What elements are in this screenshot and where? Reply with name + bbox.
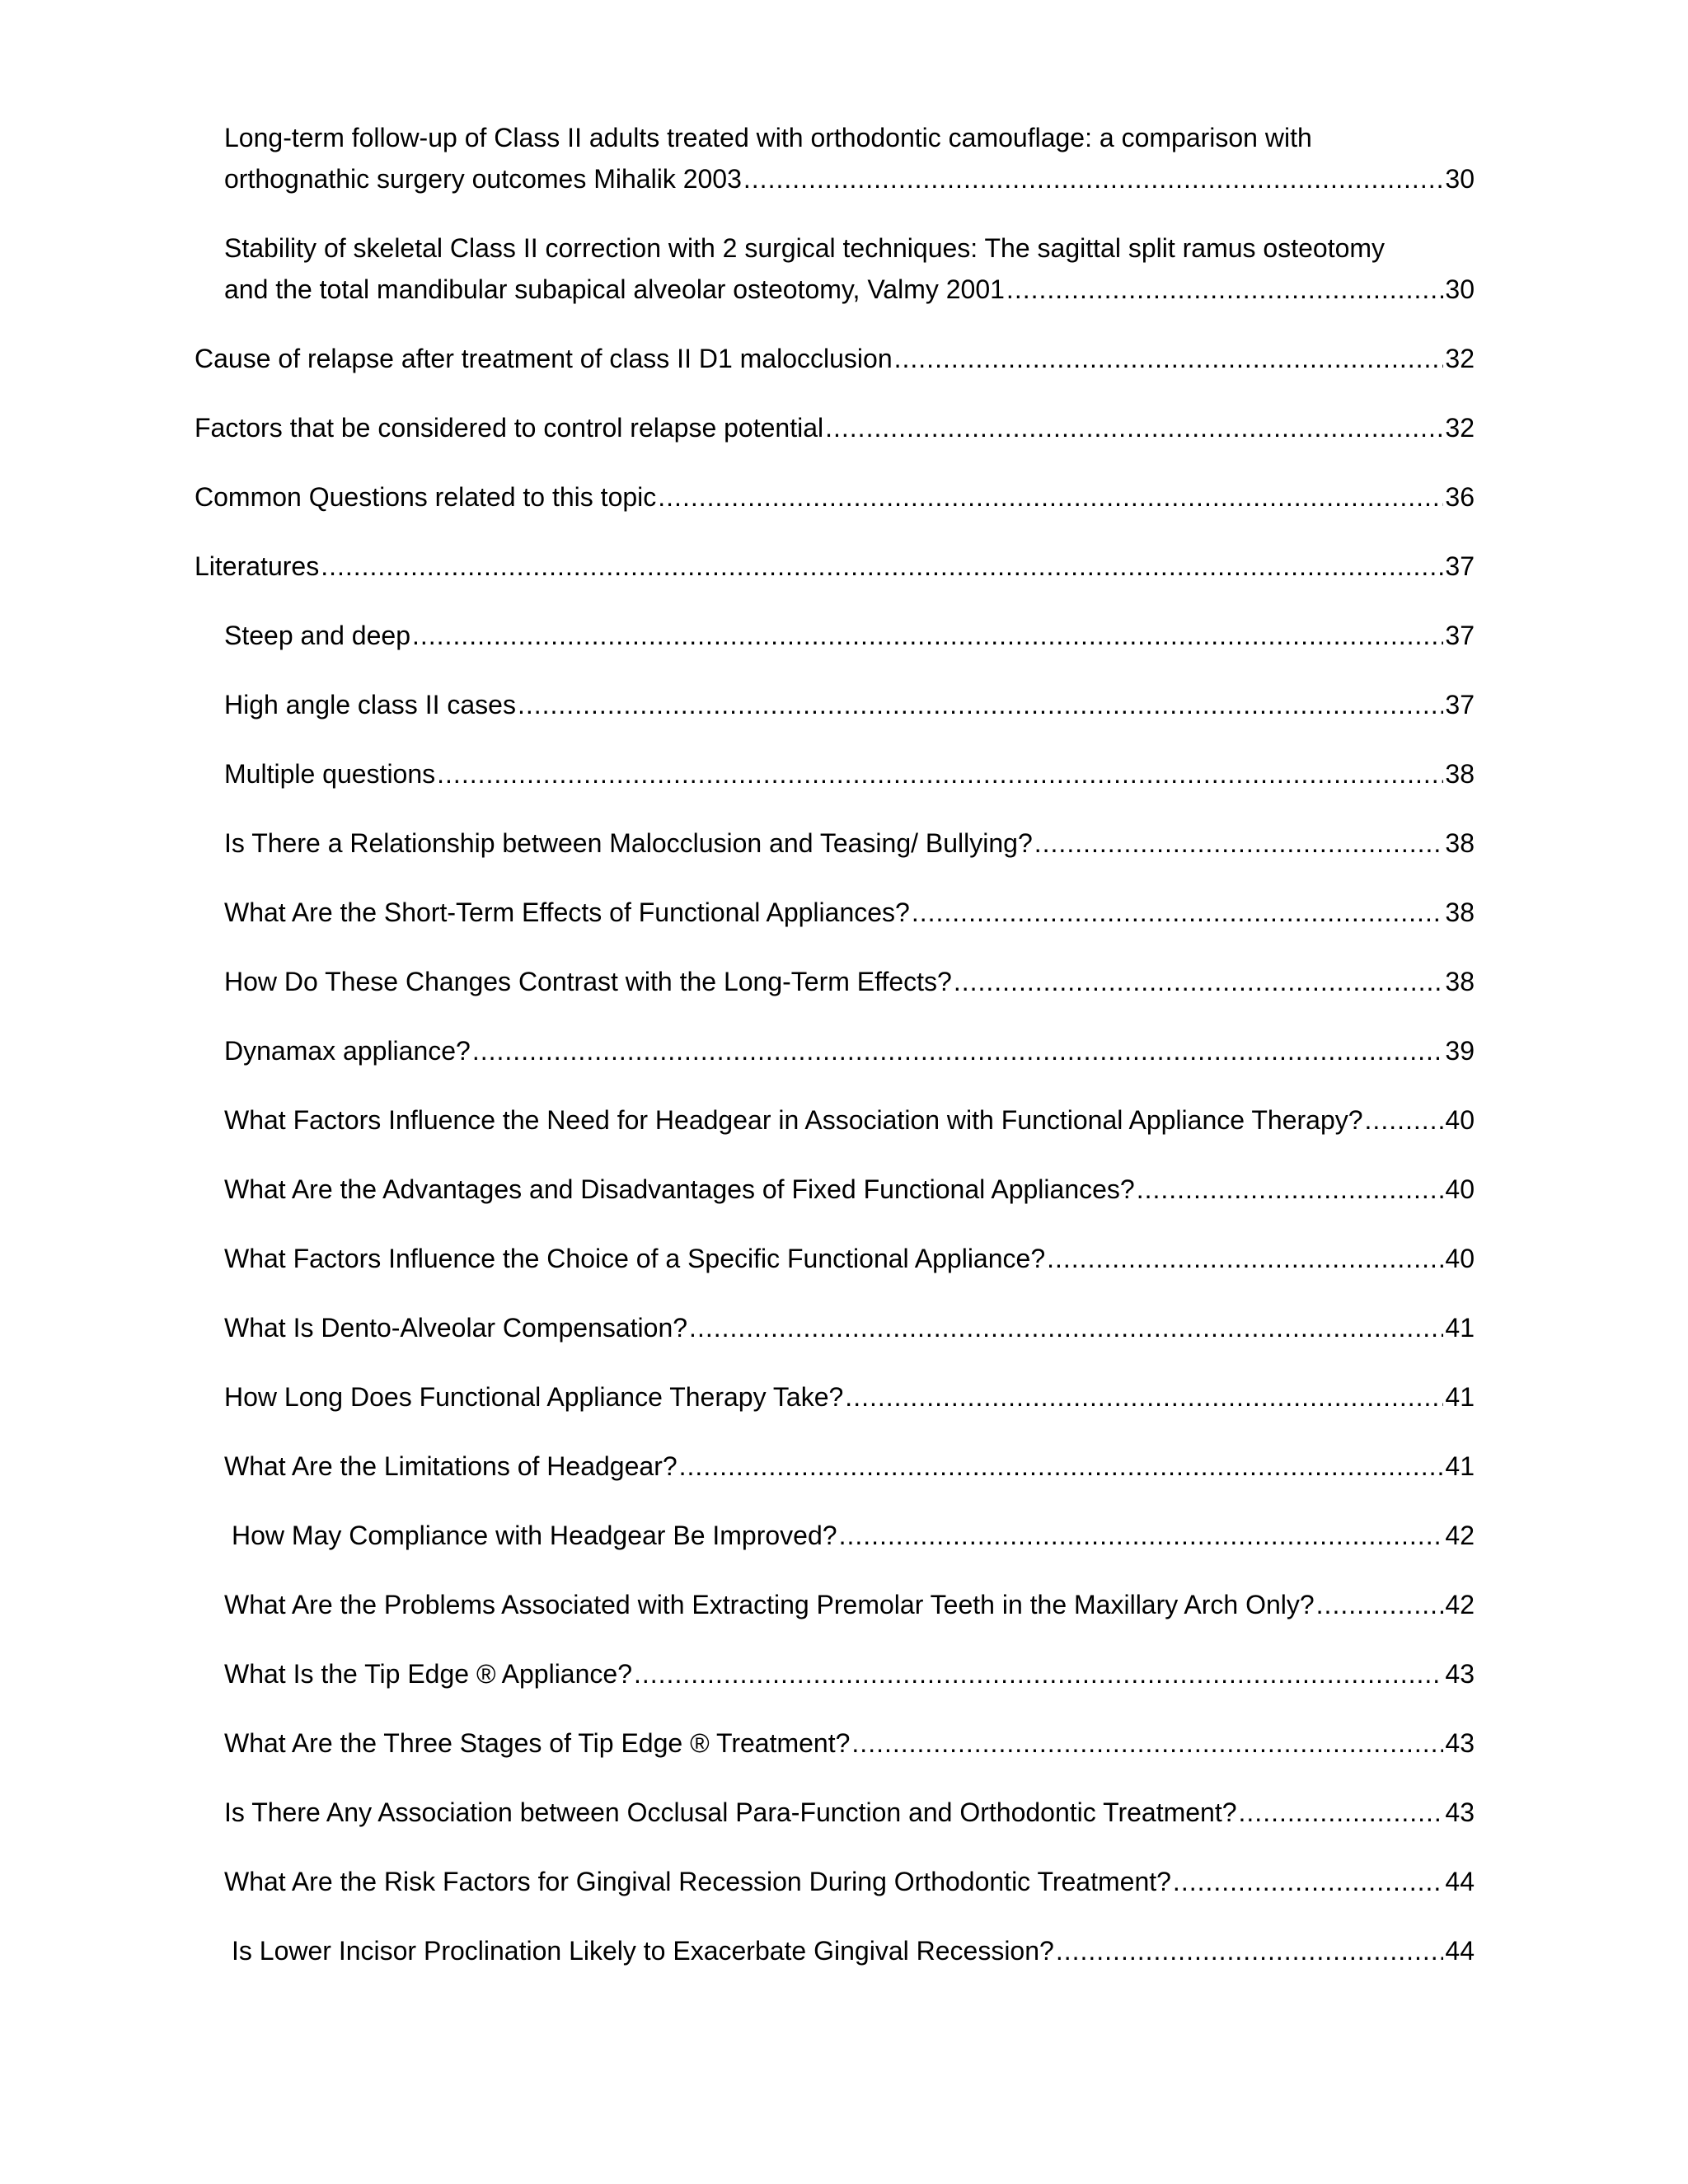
toc-entry-page-number: 37 — [1445, 690, 1475, 719]
dot-leader — [1135, 1169, 1444, 1210]
dot-leader — [678, 1446, 1444, 1487]
toc-entry[interactable] — [195, 546, 1475, 587]
dot-leader — [471, 1030, 1444, 1071]
toc-entry-title: Literatures — [195, 551, 320, 581]
toc-entry-page-number: 38 — [1445, 898, 1475, 927]
toc-entry-title: Common Questions related to this topic — [195, 482, 657, 512]
toc-entry[interactable] — [195, 684, 1475, 725]
toc-entry-page-number: 42 — [1445, 1521, 1475, 1550]
toc-entry-title: What Are the Three Stages of Tip Edge ® Treatment? — [224, 1728, 851, 1758]
toc-entry[interactable] — [195, 1238, 1475, 1279]
toc-entry[interactable] — [195, 1376, 1475, 1418]
dot-leader — [1171, 1861, 1443, 1902]
dot-leader — [1315, 1584, 1444, 1625]
toc-entry-page-number: 32 — [1445, 413, 1475, 443]
dot-leader — [1363, 1099, 1444, 1141]
toc-entry-title: How Do These Changes Contrast with the Long-Term Effects? — [224, 967, 952, 996]
toc-entry-title: How May Compliance with Headgear Be Improved? — [232, 1521, 837, 1550]
toc-entry[interactable] — [195, 753, 1475, 794]
toc-entry-page-number: 38 — [1445, 759, 1475, 789]
toc-entry[interactable] — [195, 1861, 1475, 1902]
dot-leader — [516, 684, 1443, 725]
toc-entry[interactable] — [195, 476, 1475, 518]
toc-entry-page-number: 44 — [1445, 1867, 1475, 1896]
toc-entry[interactable] — [195, 1792, 1475, 1833]
toc-entry-title: What Is the Tip Edge ® Appliance? — [224, 1659, 632, 1689]
toc-entry[interactable] — [195, 1307, 1475, 1348]
toc-entry[interactable] — [195, 1030, 1475, 1071]
toc-entry-page-number: 42 — [1445, 1590, 1475, 1619]
toc-entry[interactable] — [195, 1099, 1475, 1141]
toc-entry[interactable] — [195, 227, 1475, 310]
dot-leader — [837, 1515, 1444, 1556]
toc-entry-page-number: 41 — [1445, 1451, 1475, 1481]
toc-entry[interactable] — [195, 961, 1475, 1002]
toc-entry-title: Factors that be considered to control relapse potential — [195, 413, 824, 443]
toc-entry-title: Multiple questions — [224, 759, 436, 789]
toc-entry[interactable] — [195, 615, 1475, 656]
toc-entry-page-number: 32 — [1445, 344, 1475, 373]
toc-entry-page-number: 43 — [1445, 1659, 1475, 1689]
toc-entry-page-number: 38 — [1445, 828, 1475, 858]
dot-leader — [1005, 269, 1443, 310]
toc-entry-title: What Factors Influence the Choice of a Specific Functional Appliance? — [224, 1244, 1046, 1273]
toc-entry[interactable] — [195, 1446, 1475, 1487]
toc-entry-page-number: 41 — [1445, 1313, 1475, 1343]
dot-leader — [910, 892, 1444, 933]
dot-leader — [319, 546, 1443, 587]
toc-entry-page-number: 30 — [1445, 274, 1475, 304]
toc-entry[interactable] — [195, 338, 1475, 379]
toc-entry-page-number: 40 — [1445, 1105, 1475, 1135]
toc-entry-title: Steep and deep — [224, 621, 410, 650]
toc-entry-page-number: 40 — [1445, 1244, 1475, 1273]
toc-entry-title: What Are the Short-Term Effects of Functional Appliances? — [224, 898, 910, 927]
toc-entry[interactable] — [195, 892, 1475, 933]
toc-entry-title: Is There a Relationship between Malocclusion and Teasing/ Bullying? — [224, 828, 1033, 858]
toc-entry-title: What Are the Problems Associated with Extracting Premolar Teeth in the Maxillary Arch Only? — [224, 1590, 1315, 1619]
toc-entry-title: Cause of relapse after treatment of class II D1 malocclusion — [195, 344, 893, 373]
toc-entry-title: What Are the Advantages and Disadvantages of Fixed Functional Appliances? — [224, 1174, 1135, 1204]
toc-entry[interactable] — [195, 1169, 1475, 1210]
dot-leader — [1237, 1792, 1444, 1833]
toc-entry-title: What Is Dento-Alveolar Compensation? — [224, 1313, 688, 1343]
toc-entry-page-number: 39 — [1445, 1036, 1475, 1066]
dot-leader — [850, 1722, 1443, 1764]
toc-entry-page-number: 37 — [1445, 551, 1475, 581]
toc-entry-title-line2: orthognathic surgery outcomes Mihalik 2003 — [224, 164, 742, 194]
dot-leader — [1045, 1238, 1443, 1279]
dot-leader — [656, 476, 1443, 518]
toc-entry[interactable] — [195, 117, 1475, 199]
dot-leader — [410, 615, 1443, 656]
dot-leader — [687, 1307, 1443, 1348]
toc-entry-title: What Are the Risk Factors for Gingival Recession During Orthodontic Treatment? — [224, 1867, 1171, 1896]
toc-entry-title: Is Lower Incisor Proclination Likely to Exacerbate Gingival Recession? — [232, 1936, 1054, 1966]
toc-entry-title: Is There Any Association between Occlusal Para-Function and Orthodontic Treatment? — [224, 1797, 1237, 1827]
toc-entry[interactable] — [195, 1722, 1475, 1764]
toc-entry-title-line1: Long-term follow-up of Class II adults treated with orthodontic camouflage: a comparison with — [224, 123, 1312, 152]
toc-entry-page-number: 43 — [1445, 1728, 1475, 1758]
toc-entry[interactable] — [195, 1653, 1475, 1694]
dot-leader — [632, 1653, 1443, 1694]
dot-leader — [952, 961, 1444, 1002]
toc-entry-title: Dynamax appliance? — [224, 1036, 471, 1066]
toc-entry[interactable] — [195, 1584, 1475, 1625]
toc-entry[interactable] — [195, 823, 1475, 864]
toc-entry-title-line2: and the total mandibular subapical alveolar osteotomy, Valmy 2001 — [224, 274, 1005, 304]
toc-entry-title: What Factors Influence the Need for Headgear in Association with Functional Appliance Therapy? — [224, 1105, 1363, 1135]
toc-entry-page-number: 37 — [1445, 621, 1475, 650]
toc-entry-title: How Long Does Functional Appliance Therapy Take? — [224, 1382, 844, 1412]
toc-entry-page-number: 36 — [1445, 482, 1475, 512]
toc-entry-title-line1: Stability of skeletal Class II correction with 2 surgical techniques: The sagittal split ramus osteotomy — [224, 233, 1386, 263]
toc-entry-page-number: 43 — [1445, 1797, 1475, 1827]
toc-entry-page-number: 40 — [1445, 1174, 1475, 1204]
toc-entry-page-number: 41 — [1445, 1382, 1475, 1412]
dot-leader — [1033, 823, 1444, 864]
toc-entry-page-number: 44 — [1445, 1936, 1475, 1966]
dot-leader — [893, 338, 1444, 379]
toc-entry-page-number: 38 — [1445, 967, 1475, 996]
toc-entry[interactable] — [195, 1515, 1475, 1556]
toc-entry[interactable] — [195, 407, 1475, 448]
dot-leader — [742, 158, 1444, 199]
dot-leader — [823, 407, 1443, 448]
toc-entry[interactable] — [195, 1930, 1475, 1971]
toc-entry-title: High angle class II cases — [224, 690, 516, 719]
dot-leader — [435, 753, 1443, 794]
toc-entry-page-number: 30 — [1445, 164, 1475, 194]
dot-leader — [1054, 1930, 1444, 1971]
table-of-contents — [195, 117, 1475, 1999]
toc-entry-title: What Are the Limitations of Headgear? — [224, 1451, 678, 1481]
dot-leader — [843, 1376, 1443, 1418]
